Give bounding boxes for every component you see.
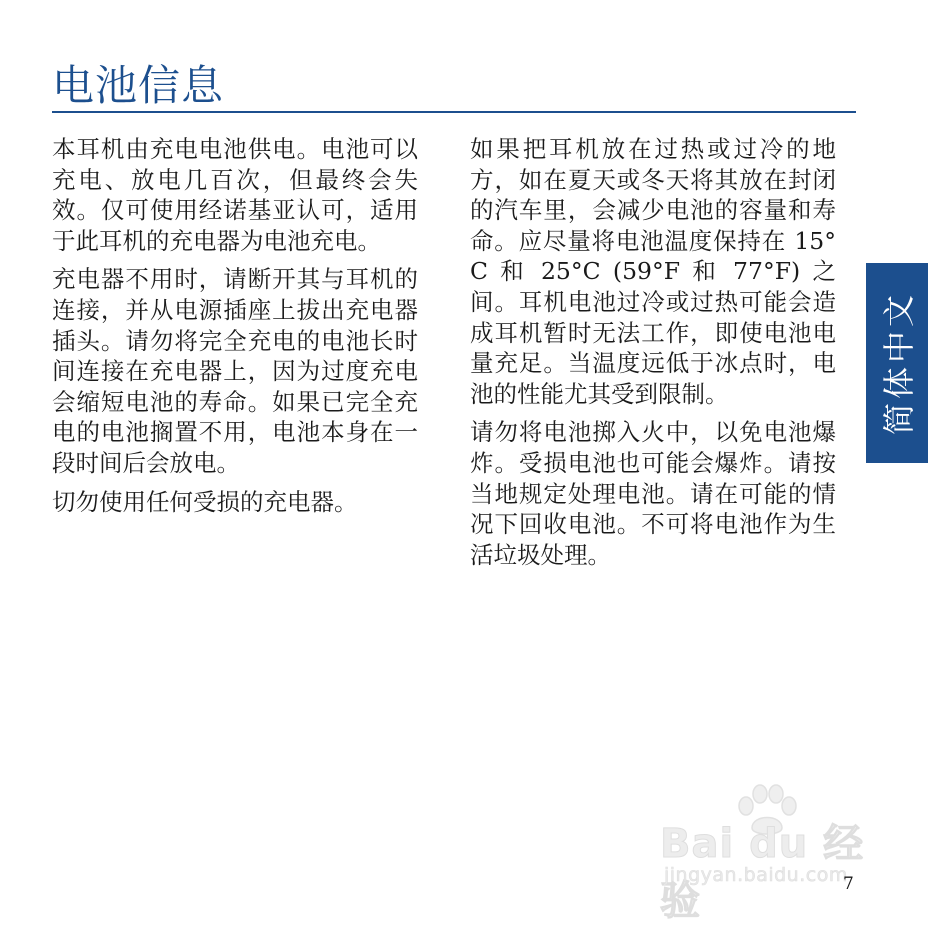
page-number: 7 [843,874,854,894]
paragraph-charger-disconnect: 充电器不用时，请断开其与耳机的连接，并从电源插座上拔出充电器插头。请勿将完全充电的电池长时间连接在充电器上，因为过度充电会缩短电池的寿命。如果已完全充电的电池搁置不用，电池本身在一段时间后会放电。 [52,265,418,477]
paragraph-damaged-charger: 切勿使用任何受损的充电器。 [52,487,358,516]
watermark-brand: Bai du 经验 [660,821,865,924]
language-side-tab [866,263,928,463]
right-column [470,134,836,578]
title-divider [52,111,856,113]
page-title: 电池信息 [52,61,225,110]
language-tab-label: 简体中文 [880,290,919,436]
watermark-url: jingyan.baidu.com [664,864,848,886]
paragraph-temperature: 如果把耳机放在过热或过冷的地方，如在夏天或冬天将其放在封闭的汽车里，会减少电池的容量和寿命。应尽量将电池温度保持在 15°C 和 25°C (59°F 和 77°F) 之间。耳机电池过冷或过热可能会造成耳机暂时无法工作，即使电池电量充足。当温度远低于冰点时，电池的性能尤其受到限制。 [470,135,836,408]
left-column [52,134,418,525]
paragraph-battery-intro: 本耳机由充电电池供电。电池可以充电、放电几百次，但最终会失效。仅可使用经诺基亚认可，适用于此耳机的充电器为电池充电。 [52,135,418,255]
paragraph-disposal: 请勿将电池掷入火中，以免电池爆炸。受损电池也可能会爆炸。请按当地规定处理电池。请在可能的情况下回收电池。不可将电池作为生活垃圾处理。 [470,418,836,569]
